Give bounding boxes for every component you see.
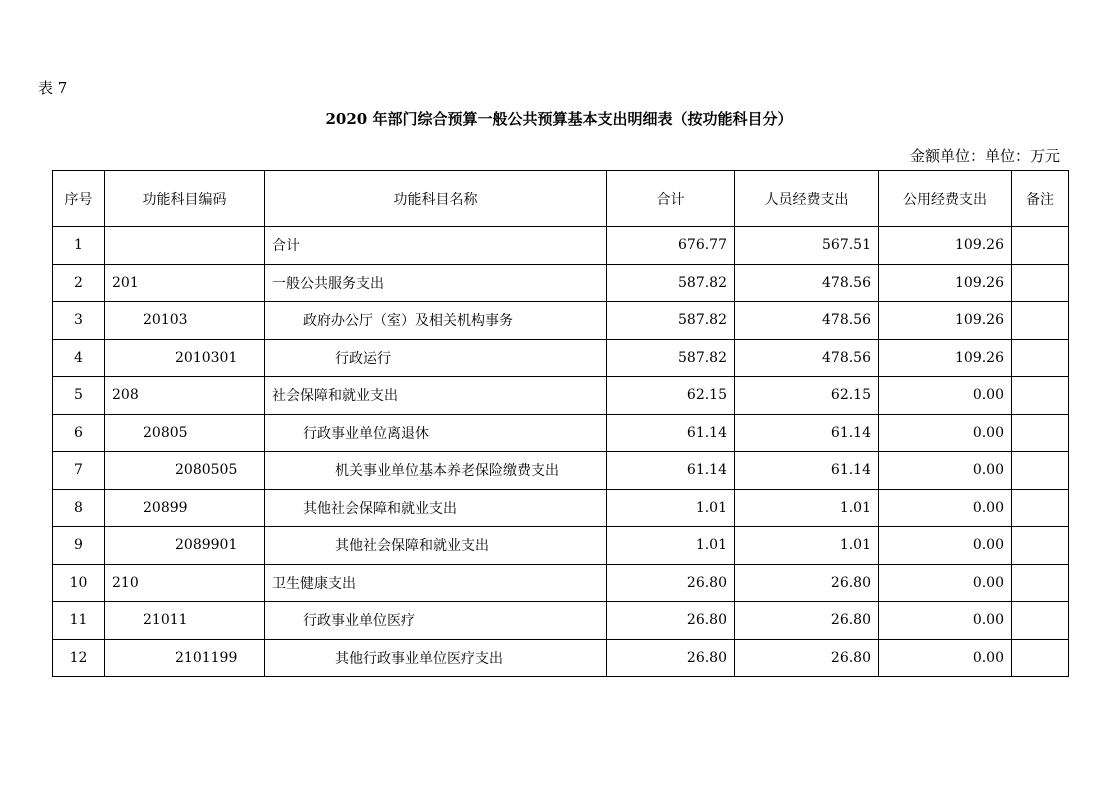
cell-total: 26.80	[607, 639, 735, 677]
table-row	[53, 339, 1069, 377]
cell-total: 587.82	[607, 302, 735, 340]
cell-public: 0.00	[879, 377, 1012, 415]
cell-seq: 9	[53, 527, 105, 565]
header-remark: 备注	[1012, 171, 1069, 227]
cell-remark	[1012, 227, 1069, 265]
cell-public: 0.00	[879, 489, 1012, 527]
cell-public: 0.00	[879, 414, 1012, 452]
cell-remark	[1012, 377, 1069, 415]
budget-table	[52, 170, 1069, 677]
cell-name: 其他行政事业单位医疗支出	[265, 639, 607, 677]
cell-public: 0.00	[879, 602, 1012, 640]
cell-total: 1.01	[607, 527, 735, 565]
unit-note: 金额单位：单位：万元	[909, 147, 1060, 165]
table-row	[53, 489, 1069, 527]
table-row	[53, 452, 1069, 490]
header-seq: 序号	[53, 171, 105, 227]
cell-total: 587.82	[607, 339, 735, 377]
header-row	[53, 171, 1069, 227]
cell-code: 208	[105, 377, 265, 415]
cell-public: 0.00	[879, 527, 1012, 565]
cell-personnel: 567.51	[735, 227, 879, 265]
cell-name: 机关事业单位基本养老保险缴费支出	[265, 452, 607, 490]
table-row	[53, 602, 1069, 640]
table-row	[53, 377, 1069, 415]
cell-personnel: 61.14	[735, 414, 879, 452]
cell-remark	[1012, 602, 1069, 640]
cell-seq: 4	[53, 339, 105, 377]
cell-code	[105, 227, 265, 265]
cell-total: 61.14	[607, 452, 735, 490]
cell-name: 行政事业单位离退休	[265, 414, 607, 452]
cell-personnel: 478.56	[735, 339, 879, 377]
cell-seq: 11	[53, 602, 105, 640]
cell-total: 26.80	[607, 602, 735, 640]
table-row	[53, 227, 1069, 265]
cell-total: 26.80	[607, 564, 735, 602]
cell-code: 2101199	[105, 639, 265, 677]
cell-name: 其他社会保障和就业支出	[265, 489, 607, 527]
header-personnel: 人员经费支出	[735, 171, 879, 227]
header-code: 功能科目编码	[105, 171, 265, 227]
cell-name: 卫生健康支出	[265, 564, 607, 602]
cell-total: 1.01	[607, 489, 735, 527]
cell-personnel: 26.80	[735, 564, 879, 602]
cell-personnel: 478.56	[735, 302, 879, 340]
header-public: 公用经费支出	[879, 171, 1012, 227]
cell-seq: 8	[53, 489, 105, 527]
table-row	[53, 414, 1069, 452]
cell-code: 20805	[105, 414, 265, 452]
cell-seq: 5	[53, 377, 105, 415]
cell-name: 合计	[265, 227, 607, 265]
cell-code: 20899	[105, 489, 265, 527]
table-row	[53, 264, 1069, 302]
cell-remark	[1012, 639, 1069, 677]
cell-total: 61.14	[607, 414, 735, 452]
cell-code: 210	[105, 564, 265, 602]
cell-seq: 6	[53, 414, 105, 452]
cell-public: 109.26	[879, 227, 1012, 265]
cell-code: 2089901	[105, 527, 265, 565]
cell-public: 109.26	[879, 264, 1012, 302]
table-label: 表 7	[38, 79, 68, 97]
header-name: 功能科目名称	[265, 171, 607, 227]
cell-public: 0.00	[879, 639, 1012, 677]
cell-name: 行政运行	[265, 339, 607, 377]
cell-total: 676.77	[607, 227, 735, 265]
cell-seq: 7	[53, 452, 105, 490]
cell-personnel: 478.56	[735, 264, 879, 302]
cell-personnel: 61.14	[735, 452, 879, 490]
table-row	[53, 564, 1069, 602]
cell-personnel: 26.80	[735, 639, 879, 677]
cell-remark	[1012, 339, 1069, 377]
cell-seq: 12	[53, 639, 105, 677]
cell-remark	[1012, 564, 1069, 602]
cell-name: 行政事业单位医疗	[265, 602, 607, 640]
cell-personnel: 1.01	[735, 527, 879, 565]
cell-remark	[1012, 302, 1069, 340]
cell-personnel: 26.80	[735, 602, 879, 640]
cell-remark	[1012, 414, 1069, 452]
cell-total: 62.15	[607, 377, 735, 415]
cell-code: 21011	[105, 602, 265, 640]
cell-remark	[1012, 489, 1069, 527]
cell-name: 政府办公厅（室）及相关机构事务	[265, 302, 607, 340]
cell-code: 2010301	[105, 339, 265, 377]
cell-code: 2080505	[105, 452, 265, 490]
cell-personnel: 1.01	[735, 489, 879, 527]
cell-public: 0.00	[879, 564, 1012, 602]
cell-name: 其他社会保障和就业支出	[265, 527, 607, 565]
cell-seq: 10	[53, 564, 105, 602]
table-row	[53, 639, 1069, 677]
cell-name: 一般公共服务支出	[265, 264, 607, 302]
cell-public: 109.26	[879, 302, 1012, 340]
cell-seq: 2	[53, 264, 105, 302]
cell-total: 587.82	[607, 264, 735, 302]
cell-seq: 3	[53, 302, 105, 340]
cell-name: 社会保障和就业支出	[265, 377, 607, 415]
cell-remark	[1012, 452, 1069, 490]
cell-code: 201	[105, 264, 265, 302]
cell-public: 109.26	[879, 339, 1012, 377]
cell-personnel: 62.15	[735, 377, 879, 415]
cell-remark	[1012, 527, 1069, 565]
table-row	[53, 302, 1069, 340]
page-title: 2020 年部门综合预算一般公共预算基本支出明细表（按功能科目分）	[325, 110, 793, 128]
cell-remark	[1012, 264, 1069, 302]
cell-public: 0.00	[879, 452, 1012, 490]
header-total: 合计	[607, 171, 735, 227]
cell-code: 20103	[105, 302, 265, 340]
table-row	[53, 527, 1069, 565]
cell-seq: 1	[53, 227, 105, 265]
